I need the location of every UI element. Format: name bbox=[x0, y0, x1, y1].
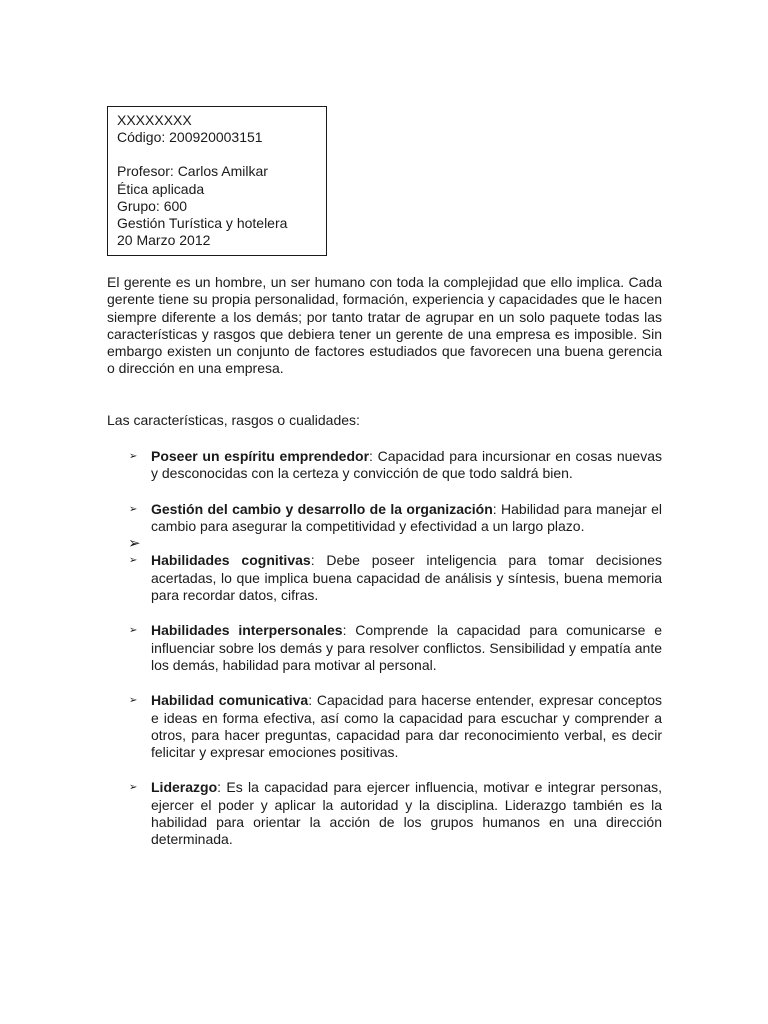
item-title: Poseer un espíritu emprendedor bbox=[151, 448, 370, 464]
arrow-bullet-icon: ➢ bbox=[129, 503, 138, 515]
arrow-bullet-icon: ➢ bbox=[129, 625, 138, 637]
item-text: : Habilidad para manejar el cambio para asegurar la competitividad y efectividad a un largo plazo. bbox=[151, 500, 662, 534]
professor-name: Profesor: Carlos Amilkar bbox=[117, 163, 268, 180]
list-item bbox=[107, 779, 662, 848]
item-title: Gestión del cambio y desarrollo de la organización bbox=[151, 500, 493, 517]
arrow-bullet-icon: ➢ bbox=[128, 535, 141, 553]
document-date: 20 Marzo 2012 bbox=[117, 232, 211, 249]
list-lead-text: Las características, rasgos o cualidades: bbox=[107, 412, 360, 428]
list-item bbox=[107, 692, 662, 761]
student-name: XXXXXXXX bbox=[117, 112, 192, 128]
intro-paragraph: El gerente es un hombre, un ser humano con toda la complejidad que ello implica. Cada gerente tiene su propia personalidad, formación, experiencia y capacidades que le hacen siempre diferente a los demás; por tanto tratar de agrupar en un solo paquete todas las características y rasgos que debiera tener un gerente de una empresa es imposible. Sin embargo existen un conjunto de factores estudiados que favorecen una buena gerencia o dirección en una empresa. bbox=[107, 274, 662, 377]
item-text: : Es la capacidad para ejercer influencia, motivar e integrar personas, ejercer el poder y aplicar la autoridad y la disciplina. Liderazgo también es la habilidad para orientar la acción de los grupos humanos en una dirección determinada. bbox=[151, 779, 662, 848]
item-text: : Capacidad para hacerse entender, expresar conceptos e ideas en forma efectiva, así como la capacidad para escuchar y comprender a otros, para hacer preguntas, capacidad para dar reconocimiento verbal, es decir felicitar y expresar emociones positivas. bbox=[151, 692, 663, 761]
empty-list-item bbox=[107, 535, 662, 552]
arrow-bullet-icon: ➢ bbox=[129, 782, 138, 794]
arrow-bullet-icon: ➢ bbox=[129, 451, 138, 462]
course-name: Ética aplicada bbox=[117, 180, 205, 197]
list-item bbox=[107, 552, 662, 604]
item-title: Liderazgo bbox=[151, 779, 218, 796]
arrow-bullet-icon: ➢ bbox=[129, 695, 138, 707]
student-code: Código: 200920003151 bbox=[117, 129, 263, 146]
item-title: Habilidades cognitivas bbox=[151, 552, 311, 569]
group-number: Grupo: 600 bbox=[117, 197, 188, 214]
item-title: Habilidad comunicativa bbox=[151, 692, 309, 709]
program-name: Gestión Turística y hotelera bbox=[117, 215, 288, 232]
item-text: : Debe poseer inteligencia para tomar decisiones acertadas, lo que implica buena capacidad de análisis y síntesis, buena memoria para recordar datos, cifras. bbox=[151, 552, 662, 604]
list-item bbox=[107, 501, 662, 536]
item-title: Habilidades interpersonales bbox=[151, 622, 343, 639]
item-text: : Capacidad para incursionar en cosas nuevas y desconocidas con la certeza y convicción de que todo saldrá bien. bbox=[151, 448, 662, 482]
item-text: : Comprende la capacidad para comunicarse e influenciar sobre los demás y para resolver conflictos. Sensibilidad y empatía ante los demás, habilidad para motivar al personal. bbox=[151, 622, 662, 673]
arrow-bullet-icon: ➢ bbox=[129, 555, 138, 567]
characteristics-list bbox=[107, 448, 662, 867]
list-item bbox=[107, 622, 662, 674]
list-item bbox=[107, 448, 662, 483]
student-info-box bbox=[107, 106, 327, 256]
